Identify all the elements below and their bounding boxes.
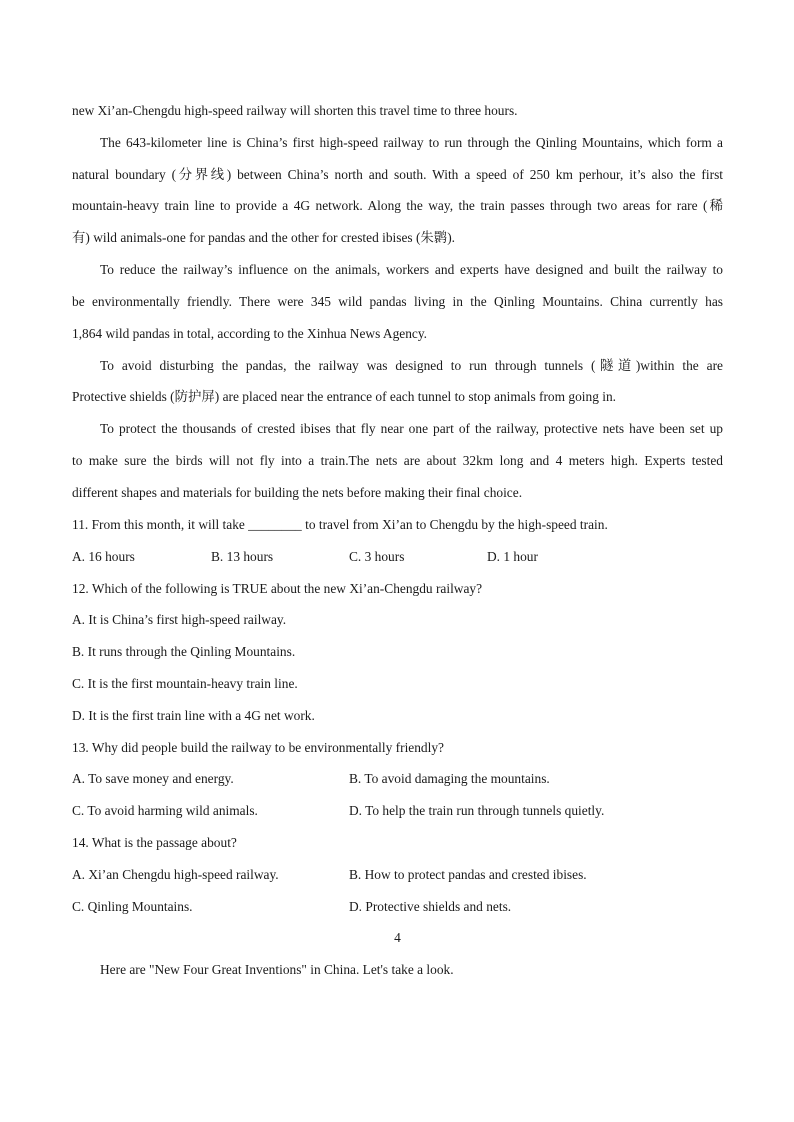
option-a: A. To save money and energy. xyxy=(72,771,234,786)
option-a: A. 16 hours xyxy=(72,549,135,564)
passage-line: mountain-heavy train line to provide a 4G network. Along the way, the train passes through two areas for rare (稀 xyxy=(72,198,723,213)
option-d: D. To help the train run through tunnels quietly. xyxy=(349,803,605,818)
option-c: C. Qinling Mountains. xyxy=(72,899,193,914)
passage-line: different shapes and materials for building the nets before making their final choice. xyxy=(72,485,523,500)
option-d: D. It is the first train line with a 4G net work. xyxy=(72,708,315,723)
next-passage-intro: Here are "New Four Great Inventions" in China. Let's take a look. xyxy=(100,962,454,977)
option-b: B. To avoid damaging the mountains. xyxy=(349,771,550,786)
option-a: A. Xi’an Chengdu high-speed railway. xyxy=(72,867,279,882)
passage-line: 有) wild animals-one for pandas and the other for crested ibises (朱鹮). xyxy=(72,230,456,245)
passage-line: To reduce the railway’s influence on the animals, workers and experts have designed and built the railway to xyxy=(100,262,723,277)
option-c: C. It is the first mountain-heavy train line. xyxy=(72,676,298,691)
passage-line: To avoid disturbing the pandas, the railway was designed to run through tunnels (隧道)within the are xyxy=(100,358,723,373)
passage-line: To protect the thousands of crested ibises that fly near one part of the railway, protective nets have been set up xyxy=(100,421,723,436)
option-c: C. To avoid harming wild animals. xyxy=(72,803,258,818)
option-d: D. Protective shields and nets. xyxy=(349,899,512,914)
option-b: B. How to protect pandas and crested ibises. xyxy=(349,867,587,882)
option-d: D. 1 hour xyxy=(487,549,538,564)
question-stem: 14. What is the passage about? xyxy=(72,835,237,850)
passage-line: to make sure the birds will not fly into a train.The nets are about 32km long and 4 meters high. Experts tested xyxy=(72,453,723,468)
passage-line: Protective shields (防护屏) are placed near the entrance of each tunnel to stop animals from going in. xyxy=(72,389,617,404)
option-b: B. It runs through the Qinling Mountains. xyxy=(72,644,296,659)
option-a: A. It is China’s first high-speed railway. xyxy=(72,612,287,627)
section-number: 4 xyxy=(394,930,401,945)
passage-line: be environmentally friendly. There were 345 wild pandas living in the Qinling Mountains. China currently has xyxy=(72,294,723,309)
passage-line: new Xi’an-Chengdu high-speed railway will shorten this travel time to three hours. xyxy=(72,103,518,118)
question-stem: 12. Which of the following is TRUE about the new Xi’an-Chengdu railway? xyxy=(72,581,483,596)
option-b: B. 13 hours xyxy=(211,549,274,564)
passage-line: natural boundary (分界线) between China’s north and south. With a speed of 250 km perhour, it’s also the first xyxy=(72,167,723,182)
question-stem: 11. From this month, it will take ________ to travel from Xi’an to Chengdu by the high-speed train. xyxy=(72,517,608,532)
question-stem: 13. Why did people build the railway to be environmentally friendly? xyxy=(72,740,444,755)
passage-line: The 643-kilometer line is China’s first high-speed railway to run through the Qinling Mountains, which form a xyxy=(100,135,723,150)
passage-line: 1,864 wild pandas in total, according to the Xinhua News Agency. xyxy=(72,326,428,341)
option-c: C. 3 hours xyxy=(349,549,405,564)
